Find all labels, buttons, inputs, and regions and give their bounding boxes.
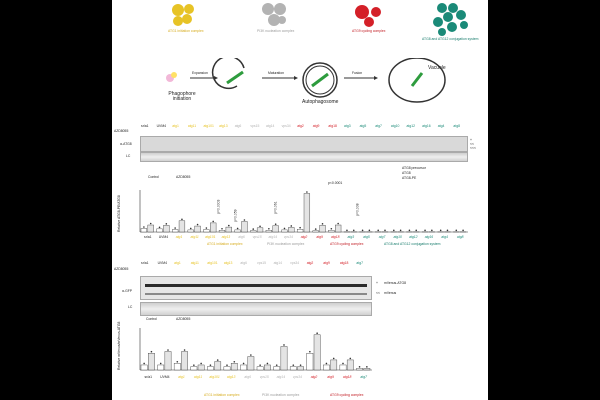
bar-control-sr-a1 <box>141 229 147 233</box>
chart2-ylabel: Relative mVenus/mVenus-ATG8 <box>117 321 121 370</box>
bar-azd8055-atg14 <box>273 226 279 232</box>
blot2-loading-control <box>140 302 372 316</box>
blot1-marker-sym-1: + <box>470 138 472 142</box>
point-atg1 <box>181 219 183 221</box>
blot1-marker-sym-2: << <box>470 142 474 146</box>
phagophore-label: Phagophore initiation <box>168 91 196 102</box>
point-atg2 <box>306 191 308 193</box>
point-atg18 <box>349 358 351 360</box>
chart1-legend-control: Control <box>148 175 159 179</box>
tick-UVM4: UVM4 <box>158 235 169 239</box>
point-atg5 <box>362 230 364 232</box>
point-atg14 <box>268 228 270 230</box>
point-sr-a1 <box>143 363 145 365</box>
bar-control-atg9 <box>323 365 329 370</box>
point-atg11 <box>197 224 199 226</box>
point-atg13 <box>228 225 230 227</box>
bar-azd8055-atg6 <box>242 222 248 233</box>
point-atg8 <box>455 230 457 232</box>
tick-atg6: atg6 <box>238 235 245 239</box>
point-atg9 <box>322 223 324 225</box>
bar-azd8055-atg2 <box>314 335 320 370</box>
bar-control-atg101 <box>207 367 213 370</box>
bar-azd8055-atg9 <box>320 225 326 232</box>
tick-sr-a1: sr/a1 <box>144 235 152 239</box>
tick-atg18: atg18 <box>342 375 352 379</box>
point-vps15 <box>259 226 261 228</box>
point-atg4 <box>447 230 449 232</box>
bar-azd8055-atg14 <box>281 346 287 370</box>
lane-label-atg7: atg7 <box>356 261 364 265</box>
point-atg11 <box>190 228 192 230</box>
lane-label-vps34: vps34 <box>290 261 300 265</box>
bar-control-vps34 <box>282 230 288 232</box>
point-UVM4 <box>160 363 162 365</box>
tick-atg10: atg10 <box>393 235 402 239</box>
lane-label-atg5: atg5 <box>359 124 367 128</box>
point-atg16 <box>431 230 433 232</box>
pi3k-complex-icon <box>262 3 286 26</box>
chart1-pvalue-3: p=0.061 <box>273 201 278 214</box>
point-atg7 <box>366 366 368 368</box>
tick-atg14: atg14 <box>276 375 286 379</box>
lane-label-sr-a1: sr/a1 <box>141 124 149 128</box>
tick-atg14: atg14 <box>268 235 278 239</box>
tick-atg16: atg16 <box>424 235 434 239</box>
bar-azd8055-atg13 <box>226 227 232 232</box>
chart1-group-pi3k: PI3K nucleation complex <box>267 242 305 246</box>
tick-atg2: atg2 <box>310 375 318 379</box>
lane-label-atg16: atg16 <box>422 124 431 128</box>
point-sr-a1 <box>151 351 153 353</box>
point-atg3 <box>346 230 348 232</box>
lane-label-atg6: atg6 <box>234 124 242 128</box>
point-atg11 <box>200 363 202 365</box>
point-atg7 <box>377 230 379 232</box>
bar-control-atg1 <box>174 363 180 370</box>
lane-label-atg9: atg9 <box>312 124 320 128</box>
point-atg14 <box>276 364 278 366</box>
blot1-marker-sym-3: <<< <box>470 146 476 150</box>
cycling-complex-title: ATG9 cycling complex <box>352 29 386 33</box>
tick-atg101: atg101 <box>209 375 220 379</box>
lane-label-atg4: atg4 <box>437 124 445 128</box>
atg1-complex-title: ATG1 initiation complex <box>168 29 204 33</box>
point-atg101 <box>217 359 219 361</box>
bar-azd8055-atg11 <box>198 365 204 370</box>
bar-control-atg101 <box>203 230 209 232</box>
point-atg101 <box>206 227 208 229</box>
blot2-marker-1: mVenus-ATG8 <box>384 281 406 285</box>
tick-atg8: atg8 <box>456 235 464 239</box>
atg1-complex-icon <box>172 4 194 26</box>
chart1-pvalue-1: p=0.0003 <box>216 199 221 214</box>
bar-control-atg11 <box>191 367 197 370</box>
point-UVM4 <box>166 223 168 225</box>
point-vps15 <box>267 363 269 365</box>
lane-label-UVM4: UVM4 <box>157 261 167 265</box>
tick-atg13: atg13 <box>226 375 236 379</box>
bar-azd8055-atg6 <box>248 357 254 370</box>
point-atg14 <box>275 223 277 225</box>
lane-label-atg8: atg8 <box>453 124 460 128</box>
point-vps34 <box>300 364 302 366</box>
bar-control-vps15 <box>257 367 263 370</box>
bar-control-atg1 <box>172 230 178 232</box>
lane-label-sr-a1: sr/a1 <box>141 261 149 265</box>
lane-label-atg101: atg101 <box>203 124 214 128</box>
point-atg14 <box>283 344 285 346</box>
tick-vps15: vps15 <box>259 375 269 379</box>
blot2-marker-sym-2: << <box>376 291 380 295</box>
bar-azd8055-atg18 <box>347 360 353 370</box>
lane-label-atg18: atg18 <box>328 124 337 128</box>
bar-control-vps34 <box>290 367 296 370</box>
tick-atg13: atg13 <box>221 235 231 239</box>
point-atg2 <box>316 332 318 334</box>
bar-control-atg13 <box>219 230 225 232</box>
point-atg18 <box>342 363 344 365</box>
point-atg9 <box>333 358 335 360</box>
bar-azd8055-UVM4 <box>165 352 171 370</box>
point-atg9 <box>315 228 317 230</box>
cycling-complex-icon <box>355 5 381 27</box>
tick-atg9: atg9 <box>327 375 334 379</box>
point-sr-a1 <box>150 223 152 225</box>
point-atg5 <box>369 230 371 232</box>
point-atg13 <box>233 361 235 363</box>
lane-label-atg14: atg14 <box>265 124 275 128</box>
point-atg11 <box>193 364 195 366</box>
bar-control-atg6 <box>235 230 241 232</box>
lane-label-atg18: atg18 <box>339 261 349 265</box>
point-UVM4 <box>167 349 169 351</box>
bar-azd8055-atg2 <box>304 194 310 233</box>
blot2-fusion-band <box>145 284 367 287</box>
bar-control-UVM4 <box>158 365 164 370</box>
tick-vps15: vps15 <box>252 235 262 239</box>
tick-atg3: atg3 <box>347 235 355 239</box>
tick-vps34: vps34 <box>292 375 302 379</box>
lane-label-atg1: atg1 <box>174 261 181 265</box>
blot1-lane-labels <box>140 125 468 131</box>
lane-label-vps15: vps15 <box>250 124 260 128</box>
point-atg6 <box>237 228 239 230</box>
bar-azd8055-vps15 <box>257 228 263 232</box>
vacuole-label: Vacuole <box>428 65 446 71</box>
blot1-marker-1: ATG8 precursor <box>402 166 426 170</box>
point-vps34 <box>284 228 286 230</box>
bar-azd8055-sr-a1 <box>148 353 154 370</box>
point-atg1 <box>174 227 176 229</box>
bar-control-atg14 <box>266 230 272 232</box>
point-atg101 <box>210 364 212 366</box>
blot1-treatment: AZD8055 <box>114 129 129 133</box>
tick-atg7: atg7 <box>378 235 386 239</box>
bar-control-atg13 <box>224 367 230 370</box>
tick-atg1: atg1 <box>175 235 183 239</box>
point-atg13 <box>221 228 223 230</box>
point-atg12 <box>409 230 411 232</box>
expansion-label: Expansion <box>192 71 208 75</box>
bar-control-sr-a1 <box>141 365 147 370</box>
blot1-loading-control <box>140 152 468 162</box>
point-atg2 <box>309 351 311 353</box>
blot2-free-band <box>145 293 367 295</box>
point-atg101 <box>212 221 214 223</box>
bar-control-UVM4 <box>157 229 163 232</box>
chart2-group-pi3k: PI3K nucleation complex <box>262 393 300 397</box>
lane-label-atg2: atg2 <box>297 124 304 128</box>
point-atg10 <box>400 230 402 232</box>
bar-azd8055-atg101 <box>210 223 216 232</box>
bar-azd8055-sr-a1 <box>148 225 154 232</box>
bar-azd8055-atg7 <box>364 368 370 370</box>
bar-azd8055-UVM4 <box>163 225 169 232</box>
tick-UVM4: UVM4 <box>160 375 170 379</box>
blot1-marker-2: ATG8 <box>402 171 411 175</box>
point-atg10 <box>393 230 395 232</box>
tick-atg4: atg4 <box>441 235 448 239</box>
lane-label-atg11: atg11 <box>190 261 199 265</box>
bar-control-atg11 <box>188 230 194 232</box>
point-atg18 <box>331 228 333 230</box>
chart1-group-conj: ATG8 and ATG12 conjugation system <box>384 242 441 246</box>
bar-azd8055-atg18 <box>335 225 341 232</box>
bar-azd8055-atg1 <box>181 352 187 370</box>
tick-atg11: atg11 <box>193 375 203 379</box>
point-atg13 <box>226 364 228 366</box>
bar-azd8055-atg101 <box>215 362 221 370</box>
tick-atg9: atg9 <box>316 235 323 239</box>
maturation-label: Maturation <box>268 71 285 75</box>
point-atg8 <box>462 230 464 232</box>
tick-atg7: atg7 <box>360 375 368 379</box>
point-atg1 <box>184 349 186 351</box>
pi3k-complex-title: PI3K nucleation complex <box>257 29 295 33</box>
chart2-legend-azd: AZD8055 <box>176 317 191 321</box>
blot1-antibody: α-ATG8 <box>120 142 132 146</box>
bar-azd8055-atg9 <box>331 360 337 370</box>
bar-azd8055-atg11 <box>195 226 201 232</box>
lane-label-atg10: atg10 <box>390 124 400 128</box>
tick-atg5: atg5 <box>363 235 370 239</box>
bar-azd8055-vps15 <box>264 365 270 370</box>
chart1-plot <box>112 180 488 270</box>
tick-atg101: atg101 <box>205 235 216 239</box>
bar-azd8055-atg1 <box>179 221 185 232</box>
lane-label-UVM4: UVM4 <box>156 124 167 128</box>
lane-label-atg13: atg13 <box>223 261 233 265</box>
chart1-group-atg1: ATG1 initiation complex <box>207 242 243 246</box>
tick-atg6: atg6 <box>244 375 252 379</box>
lane-label-atg12: atg12 <box>406 124 416 128</box>
point-atg16 <box>424 230 426 232</box>
fusion-label: Fusion <box>352 71 363 75</box>
bar-azd8055-vps34 <box>297 367 303 370</box>
blot2-lc-label: LC <box>128 305 133 309</box>
bar-control-atg9 <box>313 231 319 232</box>
chart1-ylabel: Relative ATG8-PE/ATG8 <box>117 195 121 232</box>
bar-control-atg2 <box>307 353 313 370</box>
point-atg1 <box>176 361 178 363</box>
lane-label-atg9: atg9 <box>323 261 330 265</box>
chart2-group-cycling: ATG9 cycling complex <box>330 393 364 397</box>
conjugation-icon <box>433 3 468 36</box>
tick-vps34: vps34 <box>283 235 293 239</box>
point-atg7 <box>359 366 361 368</box>
point-vps34 <box>290 225 292 227</box>
lane-label-atg6: atg6 <box>240 261 248 265</box>
point-vps15 <box>252 228 254 230</box>
blot2-marker-2: mVenus <box>384 291 397 295</box>
lane-label-atg11: atg11 <box>187 124 197 128</box>
lane-label-atg13: atg13 <box>219 124 228 128</box>
chart1-pvalue-5: p=0.008 <box>355 203 360 216</box>
bar-azd8055-atg13 <box>231 363 237 370</box>
lane-label-atg7: atg7 <box>375 124 382 128</box>
blot1-atg8-membrane <box>140 136 468 152</box>
chart1-group-cycling: ATG9 cycling complex <box>330 242 364 246</box>
bar-control-atg18 <box>328 230 334 232</box>
lane-label-atg1: atg1 <box>172 124 179 128</box>
point-vps15 <box>259 364 261 366</box>
blot2-antibody: α-GFP <box>122 289 133 293</box>
point-UVM4 <box>159 227 161 229</box>
lane-label-atg3: atg3 <box>344 124 351 128</box>
point-sr-a1 <box>143 226 145 228</box>
bar-control-atg14 <box>274 367 280 370</box>
autophagosome-label: Autophagosome <box>302 99 339 105</box>
blot2-marker-sym-1: + <box>376 281 378 285</box>
lane-label-vps15: vps15 <box>257 261 267 265</box>
blot2-lane-labels <box>140 262 372 268</box>
chart1-pvalue-2: p=0.059 <box>233 209 238 222</box>
point-atg9 <box>326 363 328 365</box>
lane-label-atg14: atg14 <box>273 261 283 265</box>
blot1-lc-label: LC <box>126 154 131 158</box>
point-atg18 <box>337 223 339 225</box>
tick-atg18: atg18 <box>330 235 340 239</box>
bar-control-atg18 <box>340 365 346 370</box>
lane-label-atg2: atg2 <box>306 261 314 265</box>
tick-atg2: atg2 <box>300 235 308 239</box>
point-vps34 <box>292 364 294 366</box>
tick-atg1: atg1 <box>178 375 185 379</box>
tick-atg11: atg11 <box>190 235 199 239</box>
bar-control-atg7 <box>356 368 362 370</box>
blot1-marker-3: ATG8-PE <box>402 176 417 180</box>
point-atg6 <box>250 354 252 356</box>
blot2-gfp-membrane <box>140 276 372 300</box>
chart2-legend-control: Control <box>146 317 157 321</box>
chart1-pvalue-4: p<0.0001 <box>328 181 343 185</box>
point-atg2 <box>299 227 301 229</box>
point-atg12 <box>415 230 417 232</box>
bar-control-atg2 <box>297 229 303 232</box>
bar-control-atg6 <box>240 365 246 370</box>
conjugation-title: ATG8 and ATG12 conjugation system <box>422 37 479 41</box>
blot2-treatment: AZD8055 <box>114 267 129 271</box>
point-atg4 <box>440 230 442 232</box>
bar-control-vps15 <box>250 231 256 232</box>
lane-label-vps34: vps34 <box>281 124 291 128</box>
tick-sr-a1: sr/a1 <box>144 375 153 379</box>
chart2-group-atg1: ATG1 initiation complex <box>204 393 240 397</box>
point-atg7 <box>384 230 386 232</box>
figure-panel <box>112 0 488 400</box>
tick-atg12: atg12 <box>409 235 418 239</box>
point-atg3 <box>353 230 355 232</box>
point-atg6 <box>244 219 246 221</box>
point-atg6 <box>243 363 245 365</box>
lane-label-atg101: atg101 <box>207 261 218 265</box>
chart1-legend-azd: AZD8055 <box>176 175 191 179</box>
bar-azd8055-vps34 <box>288 227 294 232</box>
